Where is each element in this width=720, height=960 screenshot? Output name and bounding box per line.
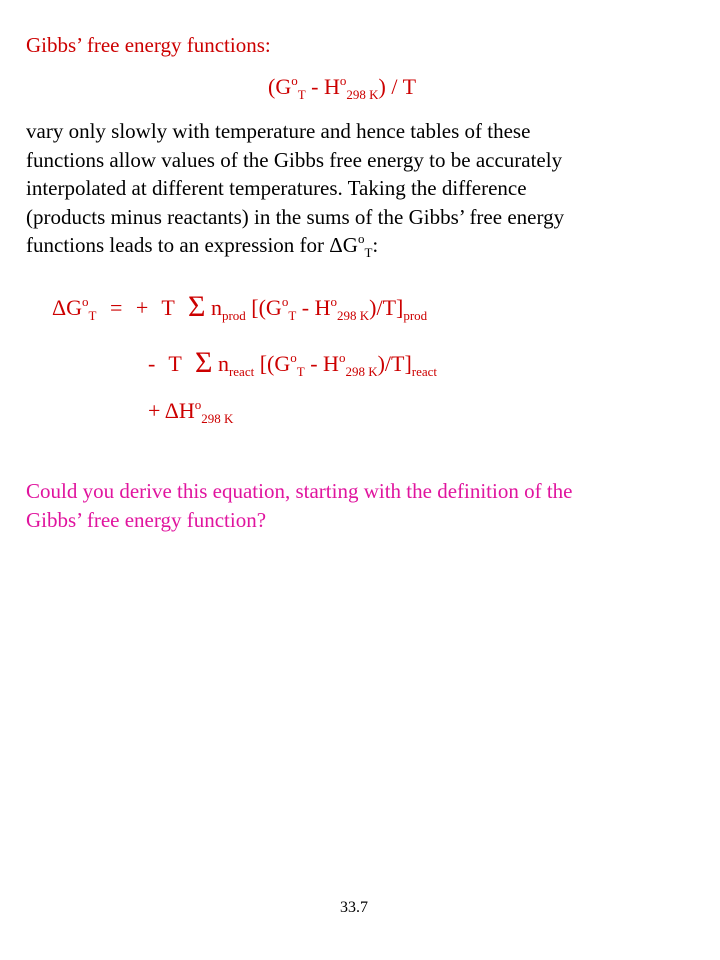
eq2-n: n	[212, 351, 229, 376]
question-line-1: Could you derive this equation, starting with the definition of the	[26, 479, 573, 503]
def-sub-298: 298 K	[346, 87, 379, 102]
heading: Gibbs’ free energy functions:	[26, 33, 271, 57]
eq3-degree: o	[194, 397, 202, 412]
eq2-lead: - T	[148, 351, 195, 376]
eq2-sub-react-2: react	[411, 364, 438, 379]
eq3-lead: +	[148, 398, 165, 423]
definition-equation	[268, 74, 416, 100]
body-last-g: G	[342, 233, 358, 257]
eq1-degree-3: o	[330, 294, 337, 309]
eq2-sub-298: 298 K	[345, 364, 378, 379]
eq1-mid: = + T	[96, 295, 188, 320]
eq2-bracket: [(G	[254, 351, 291, 376]
eq1-sub-T: T	[88, 308, 97, 323]
def-degree-2: o	[339, 73, 347, 88]
def-minus-h: - H	[305, 74, 340, 99]
equation-line-2	[148, 346, 437, 380]
eq2-sub-react: react	[228, 364, 255, 379]
eq2-degree-2: o	[338, 350, 346, 365]
eq3-delta: Δ	[164, 398, 179, 423]
body-line-4: (products minus reactants) in the sums of the Gibbs’ free energy	[26, 204, 565, 229]
eq1-degree: o	[82, 294, 89, 309]
body-last-text: functions leads to an expression for	[26, 233, 330, 257]
eq2-degree: o	[290, 350, 297, 365]
body-last-sub-T: T	[364, 245, 373, 260]
body-line-3: interpolated at different temperatures. Taking the difference	[26, 176, 527, 200]
eq1-bracket: [(G	[245, 295, 282, 320]
eq1-sub-prod: prod	[221, 308, 246, 323]
body-last-colon: :	[372, 233, 379, 257]
def-degree-1: o	[291, 73, 298, 88]
eq1-close: )/T]	[369, 295, 404, 320]
body-line-2: functions allow values of the Gibbs free energy to be accurately	[26, 147, 563, 172]
equation-line-3	[148, 398, 233, 424]
body-last-degree: o	[357, 231, 365, 246]
eq3-sub-298: 298 K	[201, 411, 234, 426]
body-paragraph	[26, 117, 564, 260]
eq3-h: H	[178, 398, 195, 423]
def-lp: (G	[268, 74, 292, 99]
question-paragraph	[26, 477, 573, 534]
page-number: 33.7	[340, 899, 368, 916]
eq2-sub-T: T	[296, 364, 305, 379]
eq2-close: )/T]	[377, 351, 412, 376]
delta-symbol: Δ	[329, 233, 343, 257]
eq1-minus-h: - H	[296, 295, 331, 320]
eq1-degree-2: o	[281, 294, 289, 309]
eq1-delta: Δ	[52, 295, 67, 320]
body-line-1: vary only slowly with temperature and hence tables of these	[26, 119, 531, 143]
equation-line-1	[52, 290, 427, 324]
eq2-sigma-icon: Σ	[194, 346, 213, 379]
eq1-sigma-icon: Σ	[187, 290, 206, 323]
eq1-sub-T-2: T	[288, 308, 297, 323]
body-line-5	[26, 231, 564, 260]
question-line-2: Gibbs’ free energy function?	[26, 507, 267, 532]
eq1-sub-298: 298 K	[337, 308, 370, 323]
def-tail: ) / T	[378, 74, 417, 99]
eq2-minus-h: - H	[304, 351, 339, 376]
eq1-n: n	[205, 295, 222, 320]
def-sub-T: T	[297, 87, 306, 102]
eq1-g: G	[66, 295, 83, 320]
eq1-sub-prod-2: prod	[403, 308, 428, 323]
